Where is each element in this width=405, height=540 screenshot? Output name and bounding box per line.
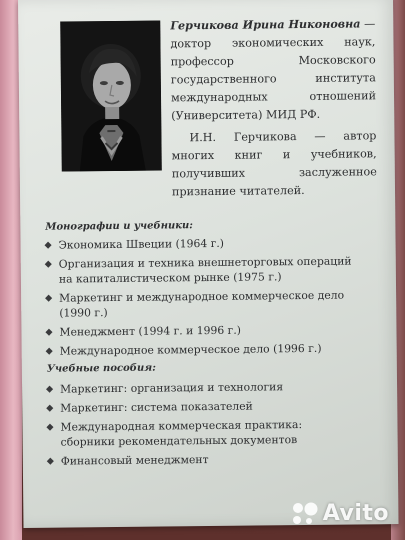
bullet-icon [46,348,53,355]
list-item-continuation: сборники рекомендательных документов [60,433,298,449]
list-item-continuation: на капиталистическом рынке (1975 г.) [58,270,282,286]
list-item-text: Международное коммерческое дело (1996 г.) [59,341,322,358]
bullet-icon [45,295,52,302]
manuals-heading: Учебные пособия: [46,362,156,375]
avito-watermark [291,501,389,526]
list-item [44,340,374,358]
list-item [45,450,375,468]
bullet-icon [45,261,52,268]
list-item [44,416,374,449]
manuals-list [44,378,375,472]
bullet-icon [46,386,53,393]
list-item-text: Финансовый менеджмент [60,453,209,468]
author-bio-intro [170,14,376,125]
list-item [43,287,373,320]
avito-logo-icon [291,502,319,526]
bullet-icon [47,458,54,465]
author-credentials: — доктор экономических наук, профессор Московского государственного института международных отношений (Университета) МИД РФ. [170,17,377,123]
list-item-text: Маркетинг: система показателей [60,399,253,415]
list-item-text: Международная коммерческая практика: [60,418,303,434]
list-item [42,234,372,252]
bullet-icon [45,329,52,336]
author-portrait [60,21,162,172]
author-name: Герчикова Ирина Никоновна [170,16,361,33]
list-item-text: Экономика Швеции (1964 г.) [58,236,225,252]
avito-brand-text: Avito [322,501,389,526]
list-item-text: Организация и техника внешнеторговых операций [58,254,352,271]
bullet-icon [45,242,52,249]
author-bio [170,14,377,201]
monographs-heading: Монографии и учебники: [45,220,194,233]
author-bio-text: И.Н. Герчикова — автор многих книг и учебников, получивших заслуженное признание читателей. [171,129,377,199]
book-page [18,0,399,528]
list-item [43,321,373,339]
bullet-icon [46,405,53,412]
list-item-text: Маркетинг: организация и технология [60,380,284,396]
bullet-icon [46,424,53,431]
list-item [44,397,374,415]
list-item-text: Маркетинг и международное коммерческое дело (1990 г.) [59,288,345,320]
list-item [44,378,374,396]
list-item-text: Менеджмент (1994 г. и 1996 г.) [59,323,242,339]
monographs-list [42,234,373,362]
list-item [43,253,373,286]
